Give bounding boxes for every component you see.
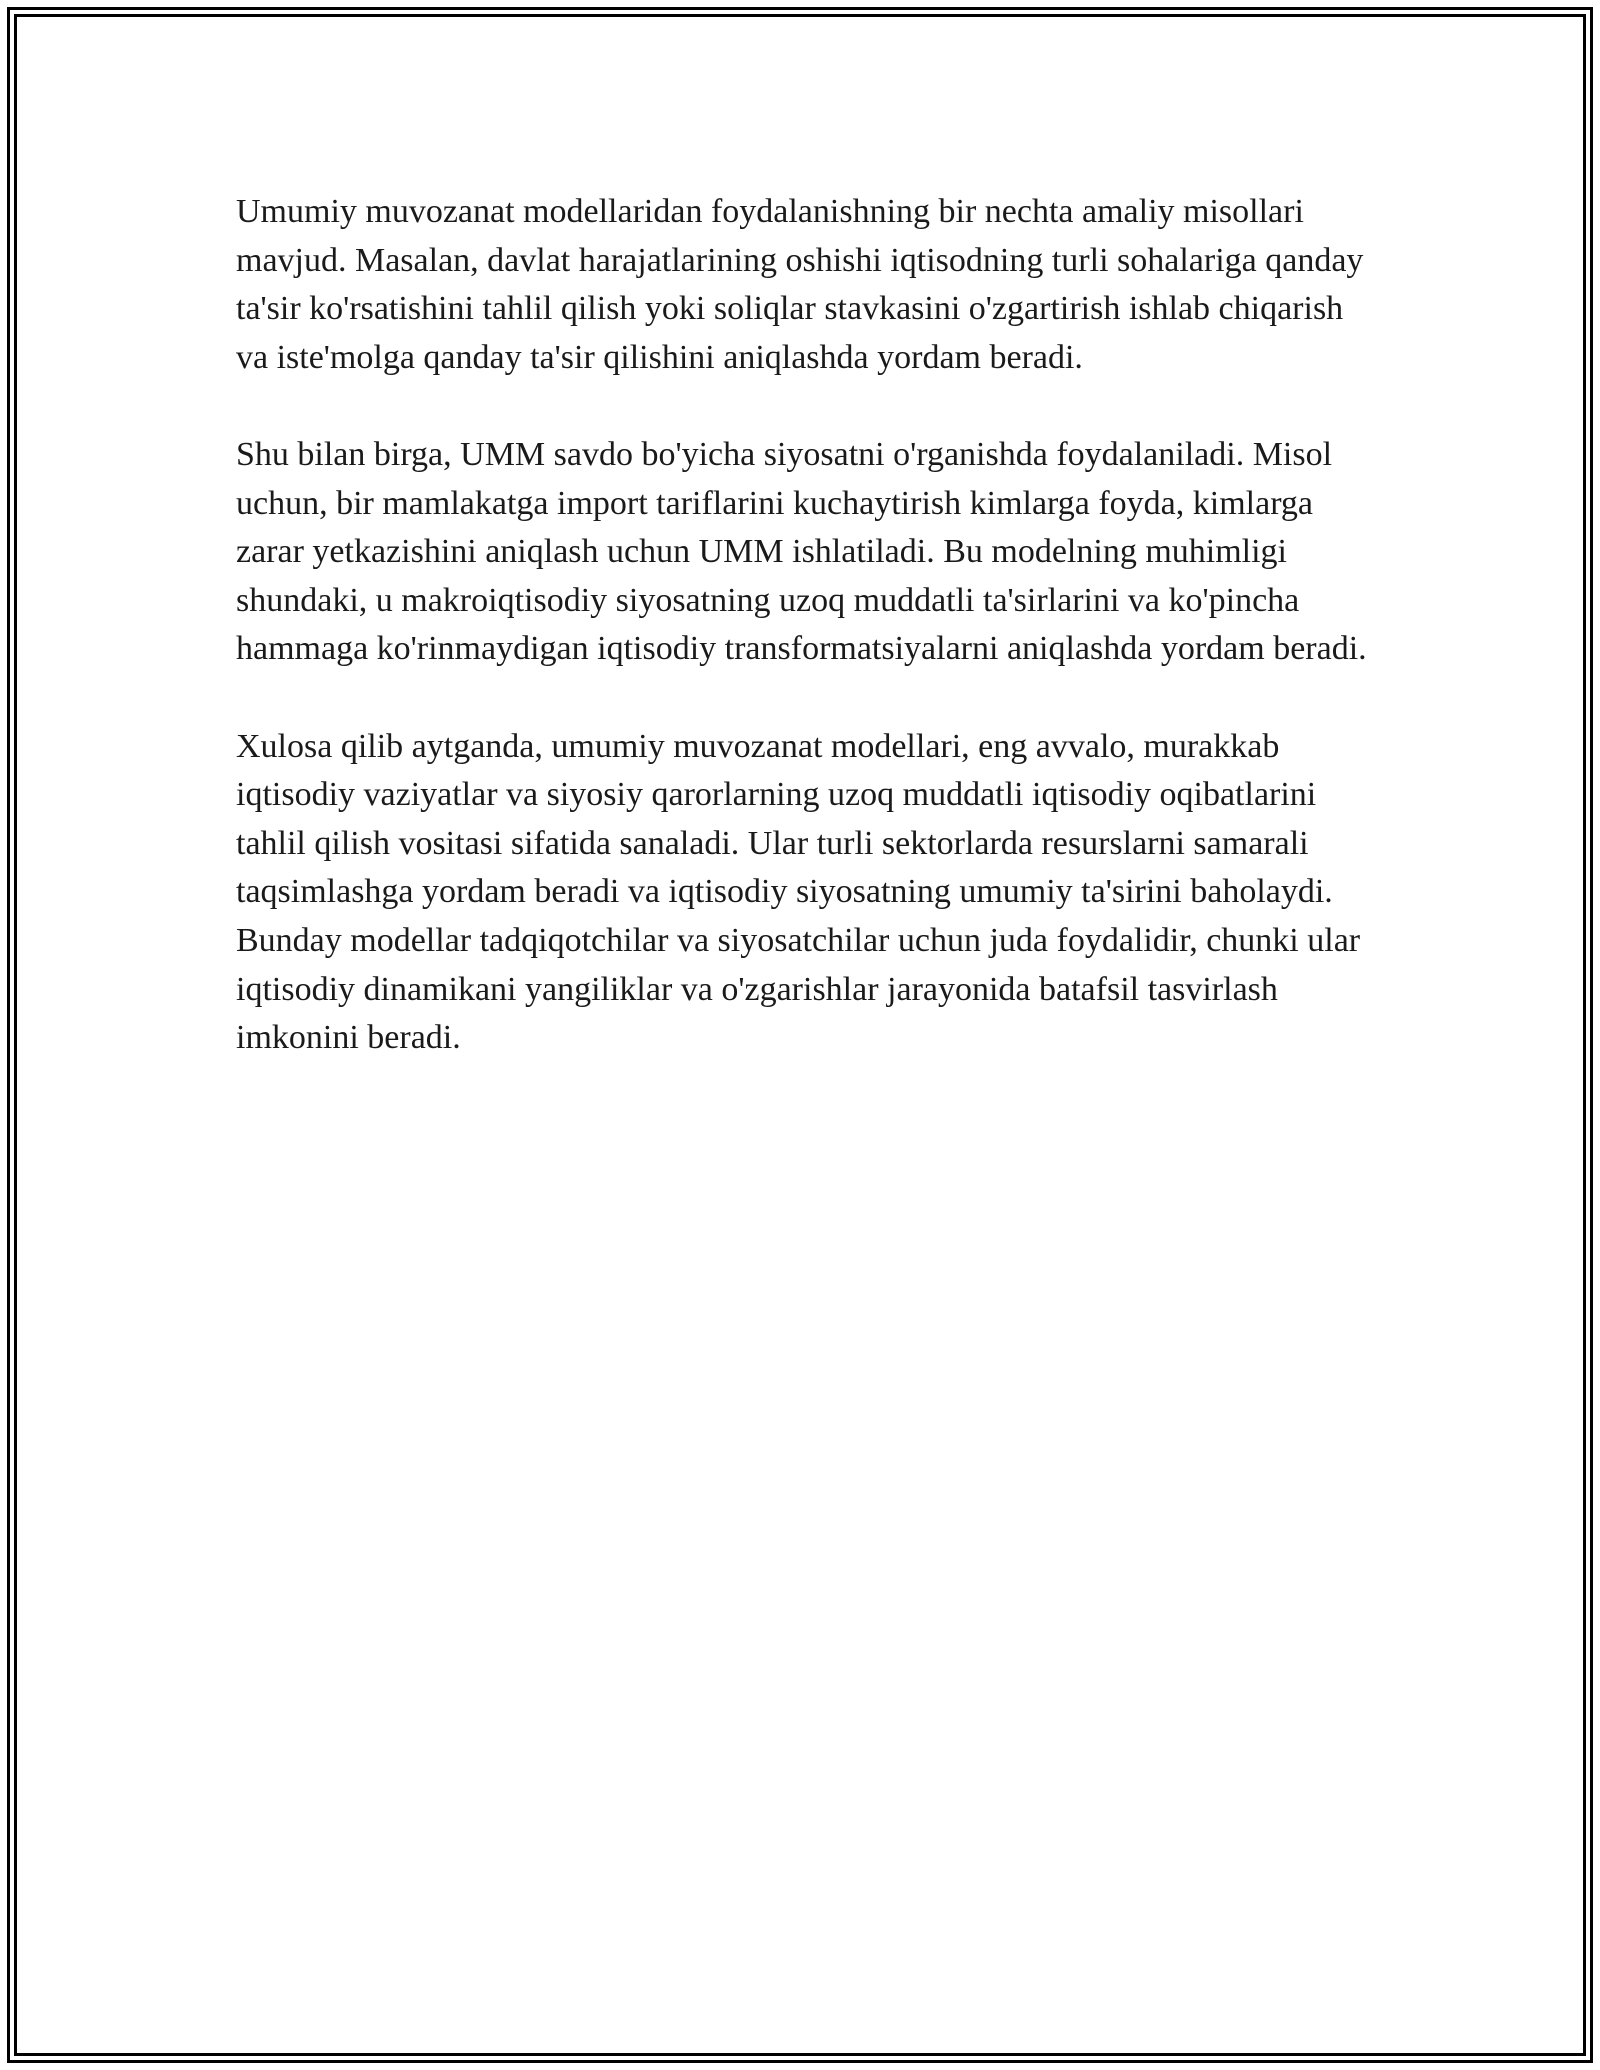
- paragraph-2: Shu bilan birga, UMM savdo bo'yicha siyosatni o'rganishda foydalaniladi. Misol uchun, bir mamlakatga import tariflarini kuchaytirish kimlarga foyda, kimlarga zarar yetkazishini aniqlash uchun UMM ishlatiladi. Bu modelning muhimligi shundaki, u makroiqtisodiy siyosatning uzoq muddatli ta'sirlarini va ko'pincha hammaga ko'rinmaydigan iqtisodiy transformatsiyalarni aniqlashda yordam beradi.: [236, 435, 1367, 668]
- paragraph-1: Umumiy muvozanat modellaridan foydalanishning bir nechta amaliy misollari mavjud. Masalan, davlat harajatlarining oshishi iqtisodning turli sohalariga qanday ta'sir ko'rsatishini tahlil qilish yoki soliqlar stavkasini o'zgartirish ishlab chiqarish va iste'molga qanday ta'sir qilishini aniqlashda yordam beradi.: [236, 193, 1364, 376]
- paragraph-3: Xulosa qilib aytganda, umumiy muvozanat modellari, eng avvalo, murakkab iqtisodiy vaziyatlar va siyosiy qarorlarning uzoq muddatli iqtisodiy oqibatlarini tahlil qilish vositasi sifatida sanaladi. Ular turli sektorlarda resurslarni samarali taqsimlashga yordam beradi va iqtisodiy siyosatning umumiy ta'sirini baholaydi. Bunday modellar tadqiqotchilar va siyosatchilar uchun juda foydalidir, chunki ular iqtisodiy dinamikani yangiliklar va o'zgarishlar jarayonida batafsil tasvirlash imkonini beradi.: [236, 727, 1361, 1057]
- document-body: [236, 188, 1376, 1111]
